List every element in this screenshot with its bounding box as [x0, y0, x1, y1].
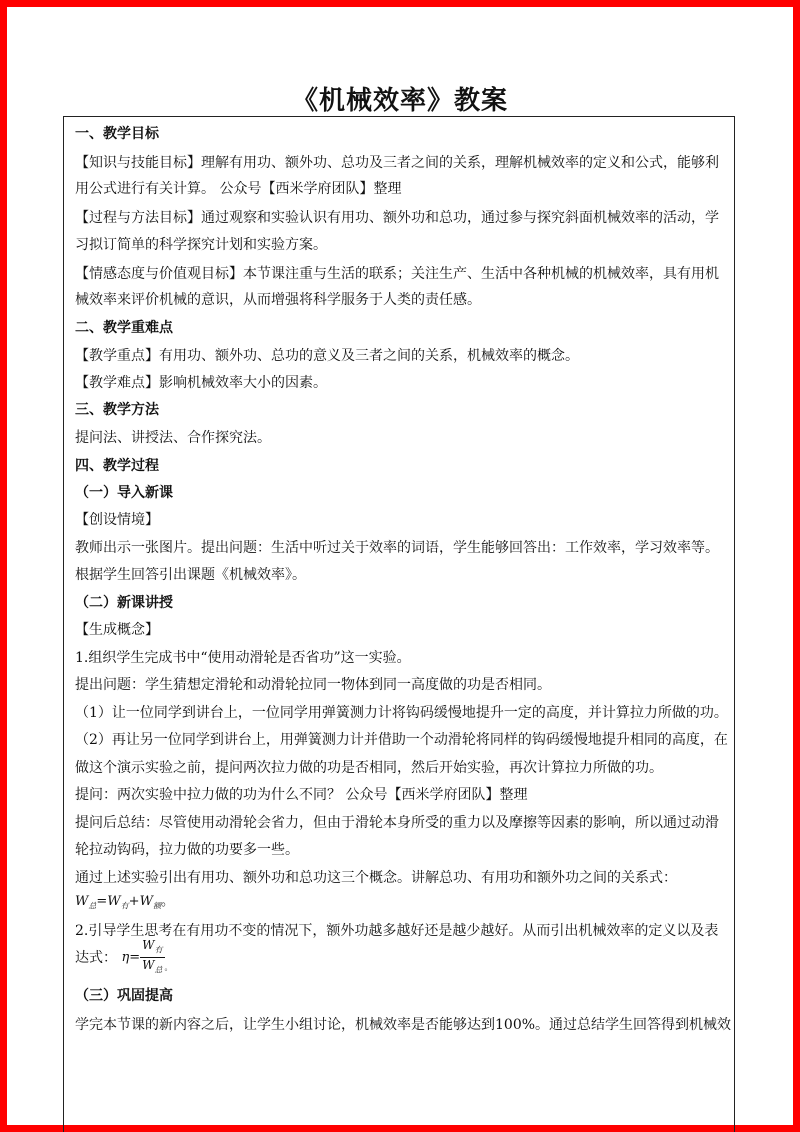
- efficiency-fraction: $\frac{W_有}{W_总}$: [142, 938, 163, 975]
- text-line: 【教学重点】有用功、额外功、总功的意义及三者之间的关系，机械效率的概念。: [75, 348, 579, 364]
- text-line: 【生成概念】: [75, 622, 159, 638]
- heading-methods: 三、教学方法: [75, 402, 159, 418]
- text-line: 习拟订简单的科学探究计划和实验方案。: [75, 237, 327, 253]
- text-line: 学完本节课的新内容之后，让学生小组讨论，机械效率是否能够达到100%。通过总结学生回答得到机械效: [75, 1017, 732, 1033]
- efficiency-formula: 达式： η= $\frac{W_有}{W_总}$ 。: [75, 938, 173, 978]
- text-line: 通过上述实验引出有用功、额外功和总功这三个概念。讲解总功、有用功和额外功之间的关系式：: [75, 870, 677, 886]
- text-line: 1.组织学生完成书中“使用动滑轮是否省功”这一实验。: [75, 650, 411, 666]
- text-line: 【教学难点】影响机械效率大小的因素。: [75, 375, 327, 391]
- text-line: 教师出示一张图片。提出问题：生活中听过关于效率的词语，学生能够回答出：工作效率，学习效率等。: [75, 540, 719, 556]
- text-line: 根据学生回答引出课题《机械效率》。: [75, 567, 306, 583]
- text-line: 【过程与方法目标】通过观察和实验认识有用功、额外功和总功，通过参与探究斜面机械效率的活动，学: [75, 210, 719, 226]
- heading-key-points: 二、教学重难点: [75, 320, 173, 336]
- text-line: （2）再让另一位同学到讲台上，用弹簧测力计并借助一个动滑轮将同样的钩码缓慢地提升相同的高度，在: [75, 732, 728, 748]
- text-line: 提问：两次实验中拉力做的功为什么不同？ 公众号【西米学府团队】整理: [75, 787, 528, 803]
- text-line: 【情感态度与价值观目标】本节课注重与生活的联系；关注生产、生活中各种机械的机械效率，具有用机: [75, 266, 719, 282]
- subheading-new-lesson: （二）新课讲授: [75, 595, 173, 611]
- page-title: 《机械效率》教案: [291, 86, 508, 116]
- text-line: 【知识与技能目标】理解有用功、额外功、总功及三者之间的关系，理解机械效率的定义和公式，能够利: [75, 155, 719, 171]
- text-line: 2.引导学生思考在有用功不变的情况下，额外功越多越好还是越少越好。从而引出机械效率的定义以及表: [75, 923, 719, 939]
- text-line: 提问法、讲授法、合作探究法。: [75, 430, 271, 446]
- text-line: （1）让一位同学到讲台上，一位同学用弹簧测力计将钩码缓慢地提升一定的高度，并计算拉力所做的功。: [75, 705, 728, 721]
- subheading-intro: （一）导入新课: [75, 485, 173, 501]
- text-line: 用公式进行有关计算。 公众号【西米学府团队】整理: [75, 181, 402, 197]
- heading-process: 四、教学过程: [75, 458, 159, 474]
- heading-objectives: 一、教学目标: [75, 126, 159, 142]
- work-relation-formula: $W_总=W_有+W_额$。: [75, 894, 174, 911]
- text-line: 提问后总结：尽管使用动滑轮会省力，但由于滑轮本身所受的重力以及摩擦等因素的影响，所以通过动滑: [75, 815, 719, 831]
- text-line: 做这个演示实验之前，提问两次拉力做的功是否相同，然后开始实验，再次计算拉力所做的功。: [75, 760, 663, 776]
- subheading-consolidation: （三）巩固提高: [75, 988, 173, 1004]
- text-line: 轮拉动钩码，拉力做的功要多一些。: [75, 842, 299, 858]
- text-line: 提出问题：学生猜想定滑轮和动滑轮拉同一物体到同一高度做的功是否相同。: [75, 677, 551, 693]
- text-line: 【创设情境】: [75, 512, 159, 528]
- text-line: 械效率来评价机械的意识，从而增强将科学服务于人类的责任感。: [75, 292, 481, 308]
